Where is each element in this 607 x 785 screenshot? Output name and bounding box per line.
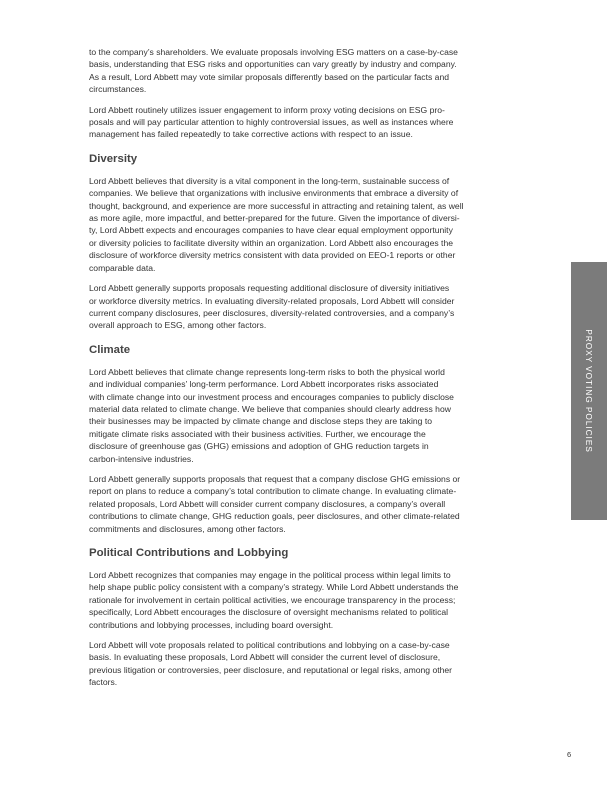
paragraph-political-proposals: Lord Abbett will vote proposals related to political contributions and lobbying on a case-by-case basis. In evaluating these proposals, Lord Abbett will consider the current level of disclosure, previous litigation or controversies, peer disclosure, and reputational or legal risks, among other factors. bbox=[89, 640, 453, 688]
heading-diversity: Diversity bbox=[89, 152, 138, 165]
page-number: 6 bbox=[567, 750, 572, 759]
paragraph-issuer-engagement: Lord Abbett routinely utilizes issuer engagement to inform proxy voting decisions on ESG pro- posals and will pay particular attention to highly controversial issues, as well as instances where management has failed repeatedly to take corrective actions with respect to an issue. bbox=[89, 104, 454, 140]
heading-climate: Climate bbox=[89, 343, 131, 356]
heading-political-contributions: Political Contributions and Lobbying bbox=[89, 547, 289, 559]
paragraph-diversity-proposals: Lord Abbett generally supports proposals requesting additional disclosure of diversity initiatives or workforce diversity metrics. In evaluating diversity-related proposals, Lord Abbett will consider current company disclosures, peer disclosures, diversity-related controversies, and a company’s overall approach to ESG, among other factors. bbox=[89, 283, 455, 331]
paragraph-climate-belief: Lord Abbett believes that climate change represents long-term risks to both the physical world and individual companies’ long-term performance. Lord Abbett incorporates risks associated with climate change into our investment process and encourages companies to publicly disclose material data related to climate change. We believe that companies should clearly address how their businesses may be impacted by climate change and disclose steps they are taking to mitigate climate risks associated with their business activities. Further, we encourage the disclosure of greenhouse gas (GHG) emissions and adoption of GHG reduction targets in carbon-intensive industries. bbox=[89, 366, 454, 464]
document-body bbox=[89, 46, 525, 697]
side-tab-label: PROXY VOTING POLICIES bbox=[584, 329, 594, 453]
paragraph-esg-case-by-case: to the company’s shareholders. We evaluate proposals involving ESG matters on a case-by-case basis, understanding that ESG risks and opportunities can vary greatly by industry and company. As a result, Lord Abbett may vote similar proposals differently based on the particular facts and circumstances. bbox=[89, 47, 458, 95]
section-side-tab bbox=[571, 262, 607, 520]
paragraph-climate-proposals: Lord Abbett generally supports proposals that request that a company disclose GHG emissions or report on plans to reduce a company’s total contribution to climate change. In evaluating climate- related proposals, Lord Abbett will consider current company disclosures, a company’s overall contributions to climate change, GHG reduction goals, peer disclosures, and other climate-related commitments and disclosures, among other factors. bbox=[89, 473, 461, 534]
paragraph-political-belief: Lord Abbett recognizes that companies may engage in the political process within legal limits to help shape public policy consistent with a company’s strategy. While Lord Abbett understands the rationale for involvement in certain political activities, we encourage transparency in the process; specifically, Lord Abbett encourages the disclosure of oversight mechanisms related to political contributions and lobbying processes, including board oversight. bbox=[89, 570, 459, 630]
paragraph-diversity-belief: Lord Abbett believes that diversity is a vital component in the long-term, sustainable success of companies. We believe that organizations with inclusive environments that embrace a diversity of thought, background, and experience are more successful in attracting and retaining talent, as well as more agile, more impactful, and better-prepared for the future. Given the importance of diversi- ty, Lord Abbett expects and encourages companies to have clear equal employment opportunity or diversity policies to facilitate diversity within an organization. Lord Abbett also encourages the disclosure of workforce diversity metrics consistent with data provided on EEO-1 reports or other comparable data. bbox=[89, 175, 464, 273]
